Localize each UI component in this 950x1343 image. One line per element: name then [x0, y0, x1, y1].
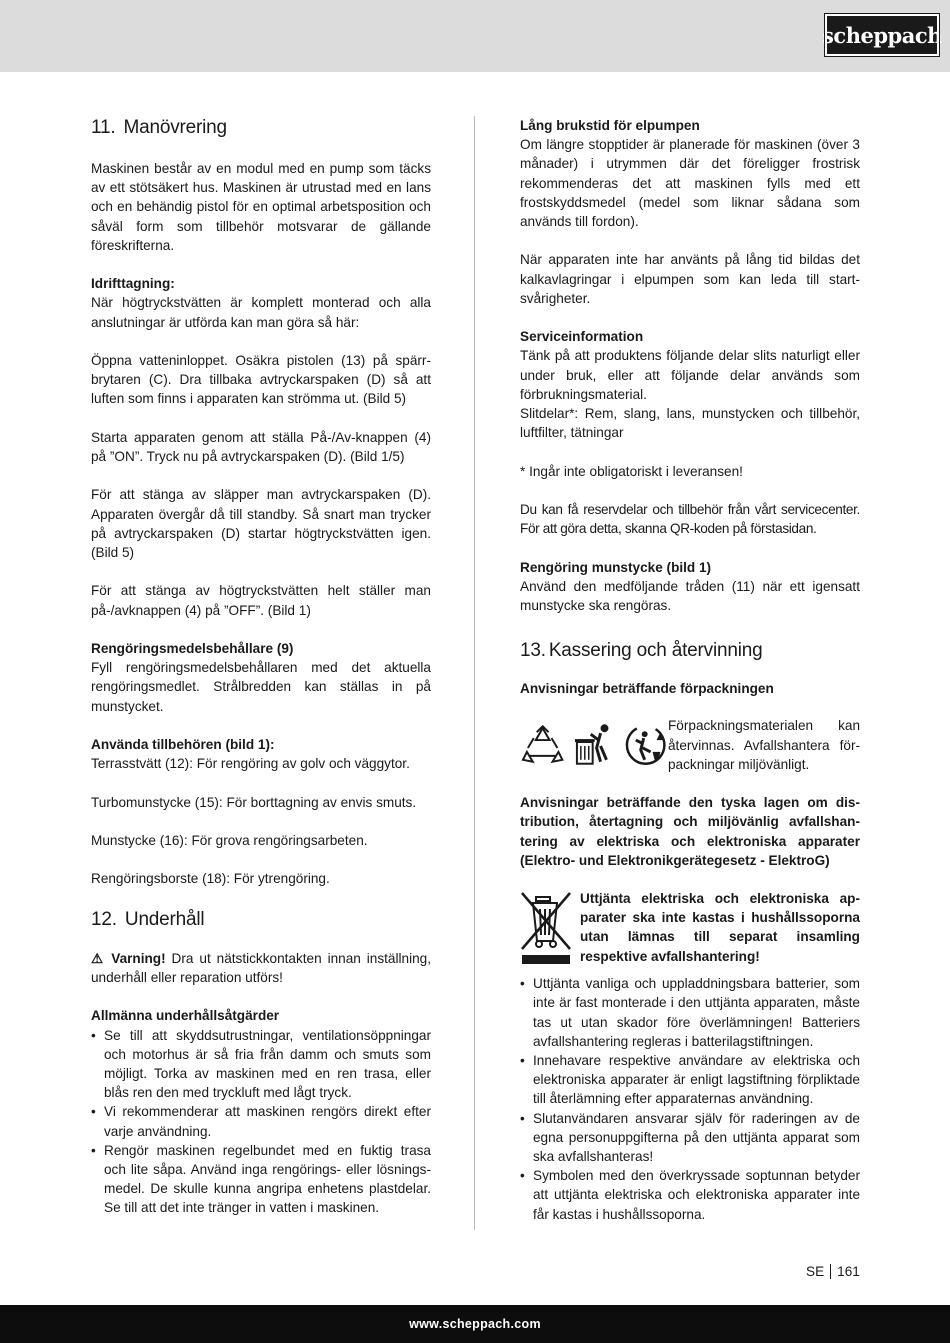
right-column — [520, 116, 860, 1224]
footer-bar — [0, 1305, 950, 1343]
list-item: • Symbolen med den överkryssade soptunnan betyder att uttjänta elektriska och elektroniska apparater inte får kastas i hushållssoporna. — [520, 1166, 860, 1224]
intro-paragraph: Maskinen består av en modul med en pump som täcks av ett stötsäkert hus. Maskinen är utrustad med en lans och en behändig pistol för en optimal arbetsposition och såväl form som tillbehör motsvarar de gällande föreskrifterna. — [91, 161, 431, 253]
limescale-paragraph: När apparaten inte har använts på lång tid bildas det kalkavlagringar i elpumpen som kan leda till startsvårigheter. — [520, 252, 860, 306]
page-number-value: 161 — [837, 1264, 860, 1279]
long-storage-text: Om längre stopptider är planerade för maskinen (över 3 månader) i utrymmen där det föreligger frostrisk rekommenderas det att maskinen fylls med ett frostskyddsmedel (medel som liknar sådana som används till fordon). — [520, 137, 860, 230]
list-item: • Slutanvändaren ansvarar själv för raderingen av de egna personuppgifterna på den uttjänta apparat som ska avfallshanteras! — [520, 1109, 860, 1167]
detergent-block — [91, 639, 431, 716]
weee-heading: Anvisningar beträffande den tyska lagen om distribution, återtagning och miljövänlig avfallshantering av elektriska och elektroniska apparater (Elektro- und Elektronikgerätegesetz - ElektroG) — [520, 795, 860, 868]
recycling-icons — [520, 716, 668, 768]
service-heading: Serviceinformation — [520, 329, 644, 345]
list-item: • Rengör maskinen regelbundet med en fuktig trasa och lite såpa. Använd inga rengörings- eller lösningsmedel. De skulle kunna angripa enhetens plastdelar. Se till att det inte tränger in vatten i maskinen. — [91, 1141, 431, 1218]
maintenance-list — [91, 1026, 431, 1218]
accessories-heading: Använda tillbehören (bild 1): — [91, 736, 275, 752]
accessory-nozzle: Munstycke (16): För grova rengöringsarbeten. — [91, 832, 368, 848]
section-13-title: Kassering och återvinning — [548, 640, 763, 662]
commissioning-heading: Idrifttagning: — [91, 276, 175, 292]
service-block — [520, 327, 860, 404]
list-item: • Vi rekommenderar att maskinen rengörs direkt efter varje användning. — [91, 1102, 431, 1140]
accessory-brush: Rengöringsborste (18): För ytrengöring. — [91, 871, 330, 887]
packaging-text: Förpackningsmaterialen kan återvinnas. Avfallshantera förpackningar miljövänligt. — [668, 718, 860, 772]
stop-paragraph: För att stänga av släpper man avtryckarspaken (D). Apparaten övergår då till standby. Så snart man trycker på avtryckarspaken (D) startar högtryckstvätten igen. (Bild 5) — [91, 487, 431, 560]
packaging-row — [520, 716, 860, 774]
footer-url[interactable]: www.scheppach.com — [409, 1317, 541, 1331]
accessory-turbo: Turbomunstycke (15): För borttagning av envis smuts. — [91, 794, 417, 810]
detergent-heading: Rengöringsmedelsbehållare (9) — [91, 640, 294, 656]
accessory-terrace: Terrasstvätt (12): För rengöring av golv och väggytor. — [91, 756, 410, 772]
nozzle-cleaning-block — [520, 558, 860, 616]
section-11-heading — [91, 116, 431, 140]
section-11-title: Manövrering — [123, 117, 227, 138]
warning-paragraph — [91, 949, 431, 987]
weee-warning-text: Uttjänta elektriska och elektroniska apparater ska inte kastas i hushållssoporna utan lämnas till separat insamling respektive avfallshantering! — [580, 891, 860, 964]
detergent-text: Fyll rengöringsmedelsbehållaren med det aktuella rengöringsmedlet. Strålbredden kan ställas in på munstycket. — [91, 660, 431, 714]
service-text: Tänk på att produktens följande delar slits naturligt eller under bruk, eller att följande delar används som förbrukningsmaterial. — [520, 348, 860, 402]
crossed-bin-icon — [520, 891, 572, 969]
open-inlet-paragraph: Öppna vatteninloppet. Osäkra pistolen (13) på spärrbrytaren (C). Dra tillbaka avtryckarspaken (D) så att luften som finns i apparaten kan strömma ut. (Bild 5) — [91, 353, 431, 407]
warning-icon: ⚠ — [91, 950, 106, 966]
crossed-bin-symbol — [520, 889, 580, 974]
section-13-heading — [520, 639, 860, 663]
section-13-number: 13. — [520, 640, 546, 662]
tidyman-bin-icon — [571, 722, 616, 768]
column-divider — [474, 116, 475, 1230]
list-item: • Uttjänta vanliga och uppladdningsbara batterier, som inte är fast monterade i den uttjänta apparaten, måste tas ut utan skador före överlämningen! Batteriers avfallshantering regleras i batterilagstiftningen. — [520, 974, 860, 1051]
warning-label: Varning! — [111, 950, 166, 966]
commissioning-block — [91, 274, 431, 332]
long-storage-block — [520, 116, 860, 231]
warning-text: Dra ut nätstickkontakten innan inställning, underhåll eller reparation utförs! — [91, 950, 431, 985]
brand-logo-text: scheppach — [822, 22, 942, 48]
left-column — [91, 116, 431, 1218]
start-paragraph: Starta apparaten genom att ställa På-/Av-knappen (4) på ”ON”. Tryck nu på avtryckarspaken (D). (Bild 1/5) — [91, 429, 431, 464]
packaging-heading: Anvisningar beträffande förpackningen — [520, 681, 774, 697]
nozzle-cleaning-text: Använd den medföljande tråden (11) när ett igensatt munstycke ska rengöras. — [520, 578, 860, 613]
list-item: • Innehavare respektive användare av elektriska och elektroniska apparater är enligt lagstiftning förpliktade till återlämning efter apparaternas användning. — [520, 1051, 860, 1109]
section-12-number: 12. — [91, 908, 117, 930]
section-12-title: Underhåll — [124, 908, 205, 930]
section-11-number: 11. — [91, 117, 116, 138]
nozzle-cleaning-heading: Rengöring munstycke (bild 1) — [520, 559, 712, 575]
delivery-note: * Ingår inte obligatoriskt i leveransen! — [520, 463, 743, 479]
brand-logo — [822, 14, 942, 56]
weee-row — [520, 889, 860, 974]
maintenance-heading: Allmänna underhållsåtgärder — [91, 1008, 280, 1024]
recycle-person-icon — [623, 722, 668, 768]
header-bar — [0, 0, 950, 72]
accessories-block — [91, 735, 431, 773]
commissioning-text: När högtryckstvätten är komplett monterad och alla anslutningar är utförda kan man göra så här: — [91, 295, 431, 330]
page-number — [806, 1264, 860, 1279]
recycle-icon — [520, 722, 565, 768]
weee-list — [520, 974, 860, 1224]
language-code: SE — [806, 1264, 825, 1279]
wear-parts-paragraph: Slitdelar*: Rem, slang, lans, munstycken och tillbehör, luftfilter, tätningar — [520, 406, 860, 441]
list-item: • Se till att skyddsutrustningar, ventilationsöppningar och motorhus är så fria från damm och smuts som möjligt. Torka av maskinen med en ren trasa, eller blås ren den med tryckluft med lågt tryck. — [91, 1026, 431, 1103]
section-12-heading — [91, 908, 431, 932]
page-separator — [830, 1264, 831, 1279]
off-paragraph: För att stänga av högtryckstvätten helt ställer man på-/avknappen (4) på ”OFF”. (Bild 1) — [91, 583, 431, 618]
long-storage-heading: Lång brukstid för elpumpen — [520, 118, 700, 133]
spare-parts-paragraph: Du kan få reservdelar och tillbehör från vårt servicecenter. För att göra detta, skanna QR-koden på förstasidan. — [520, 502, 860, 537]
